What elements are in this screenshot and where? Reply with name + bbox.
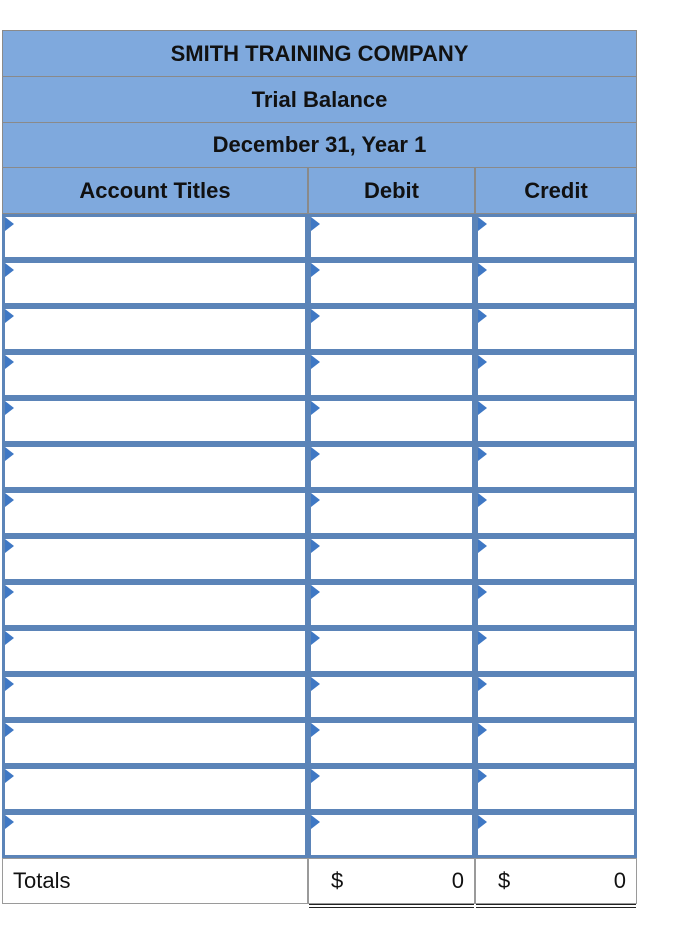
dropdown-triangle-icon[interactable] [5,539,14,553]
account-title-input[interactable] [5,539,305,579]
credit-input[interactable] [478,631,634,671]
credit-input-cell [475,352,637,398]
debit-input-cell [308,720,475,766]
dropdown-triangle-icon[interactable] [478,263,487,277]
credit-input-cell [475,766,637,812]
credit-input-cell [475,444,637,490]
debit-input[interactable] [311,493,472,533]
table-row [2,490,637,536]
dropdown-triangle-icon[interactable] [478,355,487,369]
total-credit [475,858,637,904]
credit-input[interactable] [478,263,634,303]
credit-input[interactable] [478,493,634,533]
dropdown-triangle-icon[interactable] [311,815,320,829]
account-title-input-cell [2,260,308,306]
debit-input-cell [308,766,475,812]
dropdown-triangle-icon[interactable] [5,493,14,507]
account-title-input-cell [2,352,308,398]
totals-label: Totals [2,858,308,904]
account-title-input-cell [2,766,308,812]
account-title-input-cell [2,398,308,444]
credit-input[interactable] [478,815,634,855]
totals-row [2,858,637,904]
credit-input-cell [475,398,637,444]
dropdown-triangle-icon[interactable] [311,677,320,691]
credit-input-cell [475,260,637,306]
dropdown-triangle-icon[interactable] [311,263,320,277]
dropdown-triangle-icon[interactable] [478,493,487,507]
dropdown-triangle-icon[interactable] [5,631,14,645]
dropdown-triangle-icon[interactable] [5,401,14,415]
account-title-input-cell [2,306,308,352]
debit-input-cell [308,674,475,720]
debit-input[interactable] [311,309,472,349]
debit-input[interactable] [311,585,472,625]
credit-input-cell [475,674,637,720]
credit-input[interactable] [478,585,634,625]
dropdown-triangle-icon[interactable] [478,677,487,691]
dropdown-triangle-icon[interactable] [5,309,14,323]
table-row [2,674,637,720]
credit-input[interactable] [478,309,634,349]
dropdown-triangle-icon[interactable] [478,447,487,461]
dropdown-triangle-icon[interactable] [478,309,487,323]
account-title-input-cell [2,536,308,582]
account-title-input[interactable] [5,585,305,625]
credit-input-cell [475,628,637,674]
credit-input[interactable] [478,677,634,717]
account-title-input-cell [2,628,308,674]
table-row [2,720,637,766]
account-title-input[interactable] [5,401,305,441]
column-header-row [2,168,637,214]
debit-input-cell [308,812,475,858]
debit-input[interactable] [311,815,472,855]
dropdown-triangle-icon[interactable] [5,769,14,783]
statement-date: December 31, Year 1 [2,122,637,168]
table-row [2,536,637,582]
dropdown-triangle-icon[interactable] [478,769,487,783]
credit-input[interactable] [478,769,634,809]
dropdown-triangle-icon[interactable] [478,631,487,645]
column-header-account: Account Titles [2,168,308,214]
debit-input-cell [308,260,475,306]
dropdown-triangle-icon[interactable] [311,493,320,507]
credit-input-cell [475,812,637,858]
account-title-input-cell [2,812,308,858]
account-title-input[interactable] [5,217,305,257]
debit-input[interactable] [311,355,472,395]
dropdown-triangle-icon[interactable] [311,723,320,737]
credit-input[interactable] [478,401,634,441]
debit-input-cell [308,306,475,352]
dropdown-triangle-icon[interactable] [311,401,320,415]
dropdown-triangle-icon[interactable] [311,447,320,461]
table-row [2,306,637,352]
dropdown-triangle-icon[interactable] [5,263,14,277]
total-debit-value: 0 [451,868,464,893]
table-row [2,352,637,398]
total-credit-value: 0 [613,868,626,893]
credit-input[interactable] [478,447,634,487]
dropdown-triangle-icon[interactable] [311,769,320,783]
debit-input-cell [308,536,475,582]
total-debit [308,858,475,904]
dropdown-triangle-icon[interactable] [5,447,14,461]
credit-input[interactable] [478,539,634,579]
credit-input[interactable] [478,723,634,763]
total-credit-currency: $ [498,868,511,893]
dropdown-triangle-icon[interactable] [5,677,14,691]
credit-input[interactable] [478,355,634,395]
debit-input[interactable] [311,539,472,579]
trial-balance-table [2,30,637,904]
table-row [2,444,637,490]
account-title-input[interactable] [5,309,305,349]
total-debit-currency: $ [331,868,344,893]
account-title-input[interactable] [5,723,305,763]
table-row [2,260,637,306]
debit-input[interactable] [311,677,472,717]
dropdown-triangle-icon[interactable] [311,631,320,645]
debit-input-cell [308,444,475,490]
debit-input[interactable] [311,631,472,671]
credit-input-cell [475,214,637,260]
debit-input[interactable] [311,401,472,441]
dropdown-triangle-icon[interactable] [5,355,14,369]
account-title-input-cell [2,214,308,260]
table-row [2,628,637,674]
debit-input[interactable] [311,217,472,257]
credit-input[interactable] [478,217,634,257]
account-title-input[interactable] [5,631,305,671]
account-title-input-cell [2,720,308,766]
table-row [2,812,637,858]
column-header-credit: Credit [475,168,637,214]
credit-input-cell [475,720,637,766]
dropdown-triangle-icon[interactable] [5,585,14,599]
debit-input-cell [308,490,475,536]
dropdown-triangle-icon[interactable] [311,309,320,323]
debit-input-cell [308,582,475,628]
account-title-input-cell [2,490,308,536]
account-title-input[interactable] [5,815,305,855]
account-title-input[interactable] [5,447,305,487]
debit-input-cell [308,628,475,674]
dropdown-triangle-icon[interactable] [478,401,487,415]
debit-input[interactable] [311,723,472,763]
dropdown-triangle-icon[interactable] [311,217,320,231]
debit-input[interactable] [311,447,472,487]
company-name: SMITH TRAINING COMPANY [2,30,637,76]
entry-rows [2,214,637,858]
debit-input-cell [308,352,475,398]
column-header-debit: Debit [308,168,475,214]
dropdown-triangle-icon[interactable] [311,539,320,553]
account-title-input-cell [2,582,308,628]
dropdown-triangle-icon[interactable] [311,585,320,599]
credit-input-cell [475,306,637,352]
statement-title: Trial Balance [2,76,637,122]
dropdown-triangle-icon[interactable] [5,723,14,737]
account-title-input[interactable] [5,355,305,395]
dropdown-triangle-icon[interactable] [5,815,14,829]
account-title-input-cell [2,674,308,720]
dropdown-triangle-icon[interactable] [478,217,487,231]
credit-input-cell [475,582,637,628]
debit-input[interactable] [311,769,472,809]
dropdown-triangle-icon[interactable] [311,355,320,369]
debit-input[interactable] [311,263,472,303]
table-row [2,214,637,260]
credit-input-cell [475,490,637,536]
debit-input-cell [308,214,475,260]
table-row [2,398,637,444]
credit-input-cell [475,536,637,582]
table-row [2,766,637,812]
dropdown-triangle-icon[interactable] [5,217,14,231]
account-title-input[interactable] [5,769,305,809]
dropdown-triangle-icon[interactable] [478,723,487,737]
debit-input-cell [308,398,475,444]
table-row [2,582,637,628]
account-title-input[interactable] [5,493,305,533]
dropdown-triangle-icon[interactable] [478,539,487,553]
dropdown-triangle-icon[interactable] [478,815,487,829]
account-title-input[interactable] [5,263,305,303]
dropdown-triangle-icon[interactable] [478,585,487,599]
account-title-input-cell [2,444,308,490]
account-title-input[interactable] [5,677,305,717]
